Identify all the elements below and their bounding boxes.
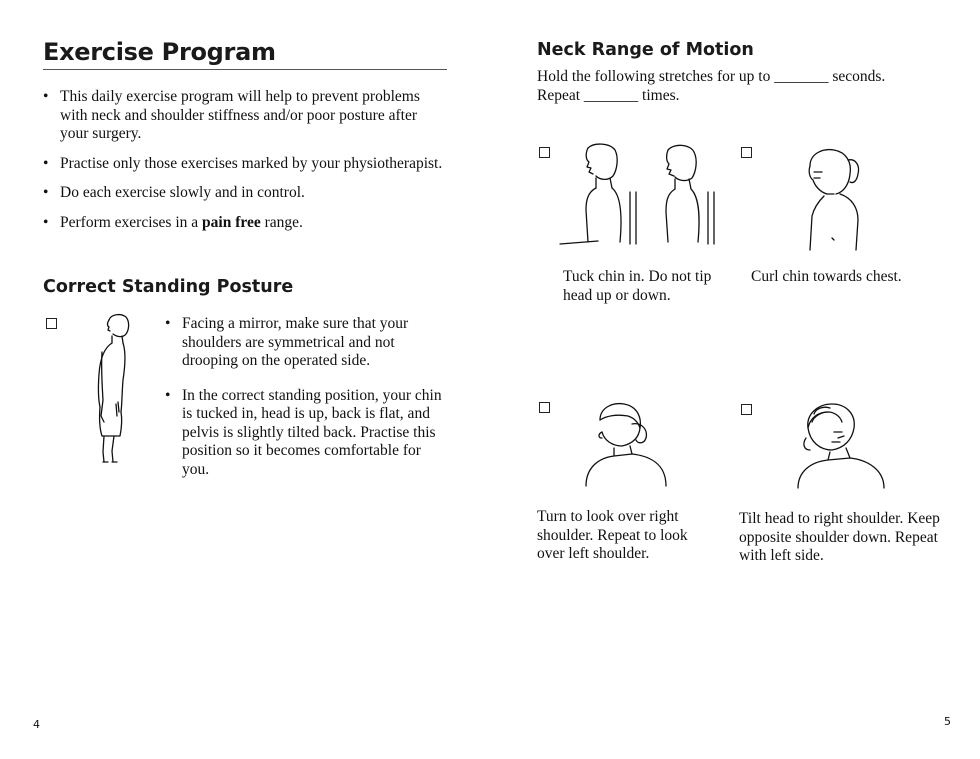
posture-checkbox[interactable] bbox=[46, 318, 57, 329]
bullet-text-before: Perform exercises in a bbox=[60, 213, 203, 231]
posture-heading: Correct Standing Posture bbox=[43, 277, 294, 297]
chin-tuck-caption: Tuck chin in. Do not tip head up or down. bbox=[563, 268, 712, 304]
posture-bullet-list bbox=[165, 315, 445, 495]
head-turn-caption: Turn to look over right shoulder. Repeat to look over left shoulder. bbox=[537, 508, 688, 562]
chin-tuck-checkbox[interactable] bbox=[539, 147, 550, 158]
chin-tuck-illustration bbox=[558, 140, 718, 248]
page-title: Exercise Program bbox=[43, 38, 276, 66]
head-tilt-caption: Tilt head to right shoulder. Keep opposite shoulder down. Repeat with left side. bbox=[739, 510, 940, 564]
bullet-text-after: range. bbox=[260, 213, 303, 231]
intro-bullet-list bbox=[43, 88, 443, 243]
title-divider bbox=[43, 69, 447, 70]
page-number-right: 5 bbox=[944, 715, 951, 728]
repeat-instruction: Repeat _______ times. bbox=[537, 86, 680, 104]
intro-bullet: • Practise only those exercises marked by your physiotherapist. bbox=[43, 155, 443, 174]
chin-curl-caption: Curl chin towards chest. bbox=[751, 268, 902, 285]
page-number-left: 4 bbox=[33, 718, 40, 731]
standing-posture-figure bbox=[88, 312, 138, 464]
neck-rom-heading: Neck Range of Motion bbox=[537, 40, 754, 60]
intro-bullet: • Do each exercise slowly and in control. bbox=[43, 184, 443, 203]
intro-bullet: • This daily exercise program will help to prevent problems with neck and shoulder stiffness and/or poor posture after your surgery. bbox=[43, 88, 443, 144]
chin-curl-checkbox[interactable] bbox=[741, 147, 752, 158]
head-turn-checkbox[interactable] bbox=[539, 402, 550, 413]
posture-bullet: • Facing a mirror, make sure that your shoulders are symmetrical and not drooping on the operated side. bbox=[165, 315, 445, 371]
head-turn-illustration bbox=[580, 398, 672, 488]
bullet-bold-text: pain free bbox=[202, 213, 261, 231]
posture-bullet: • In the correct standing position, your chin is tucked in, head is up, back is flat, and pelvis is slightly tilted back. Practise this position so it becomes comfortable for you. bbox=[165, 387, 445, 480]
head-tilt-illustration bbox=[794, 398, 890, 494]
chin-curl-illustration bbox=[800, 146, 868, 252]
intro-bullet-pain-free bbox=[43, 214, 443, 233]
hold-instruction: Hold the following stretches for up to _______ seconds. bbox=[537, 68, 886, 85]
head-tilt-checkbox[interactable] bbox=[741, 404, 752, 415]
stretch-instructions bbox=[537, 68, 937, 105]
